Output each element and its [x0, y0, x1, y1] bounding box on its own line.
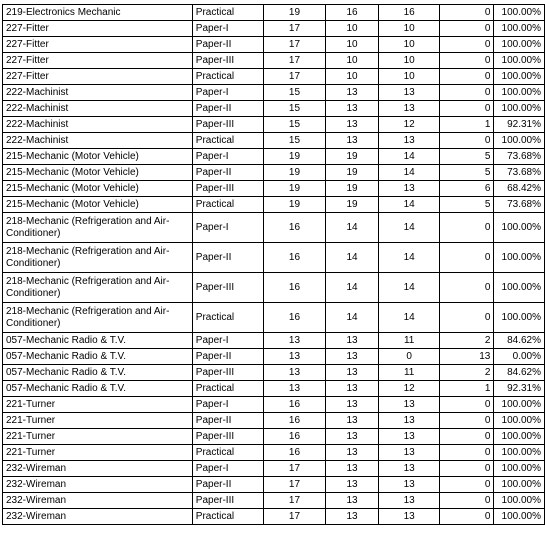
appeared-cell: 19: [325, 165, 378, 181]
appeared-cell: 13: [325, 397, 378, 413]
failed-cell: 1: [440, 117, 494, 133]
appeared-cell: 13: [325, 349, 378, 365]
pass-percent-cell: 100.00%: [494, 493, 545, 509]
pass-percent-cell: 100.00%: [494, 37, 545, 53]
table-row: [3, 303, 545, 333]
appeared-cell: 10: [325, 69, 378, 85]
pass-percent-cell: 100.00%: [494, 303, 545, 333]
registered-cell: 19: [264, 181, 326, 197]
trade-cell: 057-Mechanic Radio & T.V.: [3, 333, 193, 349]
registered-cell: 13: [264, 365, 326, 381]
passed-cell: 13: [379, 445, 440, 461]
appeared-cell: 13: [325, 509, 378, 525]
paper-cell: Paper-II: [192, 243, 263, 273]
pass-percent-cell: 100.00%: [494, 477, 545, 493]
passed-cell: 10: [379, 69, 440, 85]
appeared-cell: 14: [325, 213, 378, 243]
failed-cell: 0: [440, 303, 494, 333]
results-table-body: [3, 5, 545, 525]
paper-cell: Paper-II: [192, 477, 263, 493]
table-row: [3, 381, 545, 397]
paper-cell: Paper-III: [192, 273, 263, 303]
table-row: [3, 333, 545, 349]
appeared-cell: 13: [325, 493, 378, 509]
table-row: [3, 69, 545, 85]
table-row: [3, 477, 545, 493]
registered-cell: 17: [264, 21, 326, 37]
failed-cell: 0: [440, 133, 494, 149]
trade-cell: 227-Fitter: [3, 53, 193, 69]
pass-percent-cell: 68.42%: [494, 181, 545, 197]
appeared-cell: 13: [325, 333, 378, 349]
passed-cell: 13: [379, 181, 440, 197]
table-row: [3, 445, 545, 461]
trade-cell: 218-Mechanic (Refrigeration and Air-Conditioner): [3, 273, 193, 303]
failed-cell: 0: [440, 445, 494, 461]
appeared-cell: 13: [325, 381, 378, 397]
appeared-cell: 14: [325, 303, 378, 333]
failed-cell: 0: [440, 69, 494, 85]
failed-cell: 5: [440, 149, 494, 165]
pass-percent-cell: 92.31%: [494, 381, 545, 397]
passed-cell: 13: [379, 509, 440, 525]
appeared-cell: 13: [325, 461, 378, 477]
paper-cell: Paper-I: [192, 213, 263, 243]
paper-cell: Paper-II: [192, 37, 263, 53]
trade-cell: 222-Machinist: [3, 85, 193, 101]
failed-cell: 5: [440, 165, 494, 181]
results-table: [2, 4, 545, 525]
table-row: [3, 243, 545, 273]
trade-cell: 227-Fitter: [3, 37, 193, 53]
pass-percent-cell: 100.00%: [494, 509, 545, 525]
paper-cell: Paper-I: [192, 21, 263, 37]
failed-cell: 0: [440, 477, 494, 493]
failed-cell: 0: [440, 493, 494, 509]
registered-cell: 17: [264, 37, 326, 53]
registered-cell: 15: [264, 117, 326, 133]
paper-cell: Practical: [192, 5, 263, 21]
pass-percent-cell: 100.00%: [494, 273, 545, 303]
failed-cell: 0: [440, 101, 494, 117]
registered-cell: 16: [264, 243, 326, 273]
trade-cell: 215-Mechanic (Motor Vehicle): [3, 149, 193, 165]
registered-cell: 15: [264, 85, 326, 101]
failed-cell: 6: [440, 181, 494, 197]
paper-cell: Paper-III: [192, 181, 263, 197]
pass-percent-cell: 73.68%: [494, 149, 545, 165]
paper-cell: Practical: [192, 69, 263, 85]
appeared-cell: 13: [325, 413, 378, 429]
failed-cell: 0: [440, 243, 494, 273]
paper-cell: Practical: [192, 509, 263, 525]
passed-cell: 14: [379, 197, 440, 213]
paper-cell: Paper-II: [192, 101, 263, 117]
pass-percent-cell: 73.68%: [494, 165, 545, 181]
table-row: [3, 397, 545, 413]
trade-cell: 215-Mechanic (Motor Vehicle): [3, 181, 193, 197]
trade-cell: 218-Mechanic (Refrigeration and Air-Conditioner): [3, 243, 193, 273]
appeared-cell: 13: [325, 85, 378, 101]
paper-cell: Paper-I: [192, 397, 263, 413]
appeared-cell: 16: [325, 5, 378, 21]
paper-cell: Paper-III: [192, 365, 263, 381]
table-row: [3, 213, 545, 243]
pass-percent-cell: 100.00%: [494, 5, 545, 21]
passed-cell: 13: [379, 429, 440, 445]
table-row: [3, 133, 545, 149]
pass-percent-cell: 92.31%: [494, 117, 545, 133]
trade-cell: 227-Fitter: [3, 69, 193, 85]
paper-cell: Paper-II: [192, 349, 263, 365]
pass-percent-cell: 100.00%: [494, 85, 545, 101]
registered-cell: 17: [264, 53, 326, 69]
table-row: [3, 117, 545, 133]
pass-percent-cell: 100.00%: [494, 461, 545, 477]
trade-cell: 219-Electronics Mechanic: [3, 5, 193, 21]
table-row: [3, 429, 545, 445]
appeared-cell: 13: [325, 445, 378, 461]
paper-cell: Paper-I: [192, 333, 263, 349]
table-row: [3, 85, 545, 101]
paper-cell: Practical: [192, 197, 263, 213]
registered-cell: 15: [264, 101, 326, 117]
paper-cell: Paper-III: [192, 429, 263, 445]
pass-percent-cell: 100.00%: [494, 429, 545, 445]
registered-cell: 13: [264, 349, 326, 365]
table-row: [3, 37, 545, 53]
passed-cell: 13: [379, 413, 440, 429]
trade-cell: 227-Fitter: [3, 21, 193, 37]
table-row: [3, 53, 545, 69]
trade-cell: 057-Mechanic Radio & T.V.: [3, 365, 193, 381]
table-row: [3, 149, 545, 165]
registered-cell: 17: [264, 493, 326, 509]
registered-cell: 16: [264, 273, 326, 303]
failed-cell: 0: [440, 37, 494, 53]
appeared-cell: 10: [325, 53, 378, 69]
pass-percent-cell: 100.00%: [494, 413, 545, 429]
table-row: [3, 21, 545, 37]
trade-cell: 222-Machinist: [3, 133, 193, 149]
appeared-cell: 13: [325, 117, 378, 133]
failed-cell: 0: [440, 413, 494, 429]
paper-cell: Practical: [192, 445, 263, 461]
failed-cell: 0: [440, 5, 494, 21]
registered-cell: 19: [264, 197, 326, 213]
paper-cell: Paper-II: [192, 413, 263, 429]
registered-cell: 17: [264, 477, 326, 493]
registered-cell: 16: [264, 213, 326, 243]
appeared-cell: 19: [325, 181, 378, 197]
registered-cell: 17: [264, 69, 326, 85]
paper-cell: Practical: [192, 303, 263, 333]
paper-cell: Paper-III: [192, 493, 263, 509]
table-row: [3, 509, 545, 525]
passed-cell: 14: [379, 303, 440, 333]
failed-cell: 0: [440, 21, 494, 37]
failed-cell: 0: [440, 429, 494, 445]
table-row: [3, 461, 545, 477]
appeared-cell: 14: [325, 273, 378, 303]
trade-cell: 221-Turner: [3, 429, 193, 445]
trade-cell: 232-Wireman: [3, 493, 193, 509]
registered-cell: 17: [264, 509, 326, 525]
passed-cell: 14: [379, 273, 440, 303]
failed-cell: 0: [440, 461, 494, 477]
appeared-cell: 13: [325, 133, 378, 149]
failed-cell: 5: [440, 197, 494, 213]
paper-cell: Paper-I: [192, 149, 263, 165]
pass-percent-cell: 100.00%: [494, 133, 545, 149]
trade-cell: 221-Turner: [3, 397, 193, 413]
passed-cell: 14: [379, 243, 440, 273]
pass-percent-cell: 100.00%: [494, 53, 545, 69]
passed-cell: 13: [379, 397, 440, 413]
trade-cell: 057-Mechanic Radio & T.V.: [3, 349, 193, 365]
pass-percent-cell: 100.00%: [494, 101, 545, 117]
pass-percent-cell: 100.00%: [494, 21, 545, 37]
passed-cell: 14: [379, 213, 440, 243]
failed-cell: 2: [440, 365, 494, 381]
pass-percent-cell: 100.00%: [494, 213, 545, 243]
appeared-cell: 10: [325, 21, 378, 37]
appeared-cell: 13: [325, 429, 378, 445]
appeared-cell: 14: [325, 243, 378, 273]
registered-cell: 13: [264, 381, 326, 397]
pass-percent-cell: 100.00%: [494, 445, 545, 461]
registered-cell: 19: [264, 165, 326, 181]
passed-cell: 14: [379, 149, 440, 165]
failed-cell: 2: [440, 333, 494, 349]
appeared-cell: 10: [325, 37, 378, 53]
trade-cell: 232-Wireman: [3, 461, 193, 477]
trade-cell: 232-Wireman: [3, 477, 193, 493]
paper-cell: Practical: [192, 133, 263, 149]
passed-cell: 11: [379, 333, 440, 349]
appeared-cell: 13: [325, 477, 378, 493]
trade-cell: 057-Mechanic Radio & T.V.: [3, 381, 193, 397]
pass-percent-cell: 0.00%: [494, 349, 545, 365]
appeared-cell: 19: [325, 197, 378, 213]
registered-cell: 16: [264, 303, 326, 333]
trade-cell: 215-Mechanic (Motor Vehicle): [3, 165, 193, 181]
passed-cell: 0: [379, 349, 440, 365]
trade-cell: 215-Mechanic (Motor Vehicle): [3, 197, 193, 213]
failed-cell: 0: [440, 53, 494, 69]
registered-cell: 16: [264, 413, 326, 429]
passed-cell: 11: [379, 365, 440, 381]
registered-cell: 16: [264, 429, 326, 445]
table-row: [3, 181, 545, 197]
failed-cell: 0: [440, 509, 494, 525]
pass-percent-cell: 100.00%: [494, 69, 545, 85]
registered-cell: 17: [264, 461, 326, 477]
pass-percent-cell: 84.62%: [494, 365, 545, 381]
passed-cell: 12: [379, 117, 440, 133]
table-row: [3, 5, 545, 21]
paper-cell: Paper-I: [192, 85, 263, 101]
registered-cell: 15: [264, 133, 326, 149]
passed-cell: 10: [379, 37, 440, 53]
appeared-cell: 13: [325, 101, 378, 117]
table-row: [3, 493, 545, 509]
passed-cell: 12: [379, 381, 440, 397]
pass-percent-cell: 73.68%: [494, 197, 545, 213]
failed-cell: 0: [440, 397, 494, 413]
passed-cell: 14: [379, 165, 440, 181]
table-row: [3, 273, 545, 303]
registered-cell: 19: [264, 5, 326, 21]
failed-cell: 13: [440, 349, 494, 365]
trade-cell: 221-Turner: [3, 413, 193, 429]
table-row: [3, 349, 545, 365]
passed-cell: 10: [379, 21, 440, 37]
registered-cell: 16: [264, 445, 326, 461]
trade-cell: 221-Turner: [3, 445, 193, 461]
table-row: [3, 165, 545, 181]
registered-cell: 16: [264, 397, 326, 413]
trade-cell: 222-Machinist: [3, 117, 193, 133]
passed-cell: 13: [379, 493, 440, 509]
paper-cell: Paper-III: [192, 53, 263, 69]
failed-cell: 0: [440, 85, 494, 101]
paper-cell: Practical: [192, 381, 263, 397]
paper-cell: Paper-III: [192, 117, 263, 133]
pass-percent-cell: 100.00%: [494, 397, 545, 413]
table-row: [3, 413, 545, 429]
failed-cell: 1: [440, 381, 494, 397]
paper-cell: Paper-I: [192, 461, 263, 477]
passed-cell: 13: [379, 85, 440, 101]
trade-cell: 218-Mechanic (Refrigeration and Air-Conditioner): [3, 303, 193, 333]
trade-cell: 218-Mechanic (Refrigeration and Air-Conditioner): [3, 213, 193, 243]
pass-percent-cell: 84.62%: [494, 333, 545, 349]
passed-cell: 10: [379, 53, 440, 69]
paper-cell: Paper-II: [192, 165, 263, 181]
pass-percent-cell: 100.00%: [494, 243, 545, 273]
table-row: [3, 197, 545, 213]
passed-cell: 13: [379, 461, 440, 477]
failed-cell: 0: [440, 273, 494, 303]
trade-cell: 232-Wireman: [3, 509, 193, 525]
failed-cell: 0: [440, 213, 494, 243]
registered-cell: 13: [264, 333, 326, 349]
trade-cell: 222-Machinist: [3, 101, 193, 117]
registered-cell: 19: [264, 149, 326, 165]
passed-cell: 16: [379, 5, 440, 21]
passed-cell: 13: [379, 133, 440, 149]
table-row: [3, 101, 545, 117]
appeared-cell: 19: [325, 149, 378, 165]
appeared-cell: 13: [325, 365, 378, 381]
passed-cell: 13: [379, 477, 440, 493]
table-row: [3, 365, 545, 381]
passed-cell: 13: [379, 101, 440, 117]
